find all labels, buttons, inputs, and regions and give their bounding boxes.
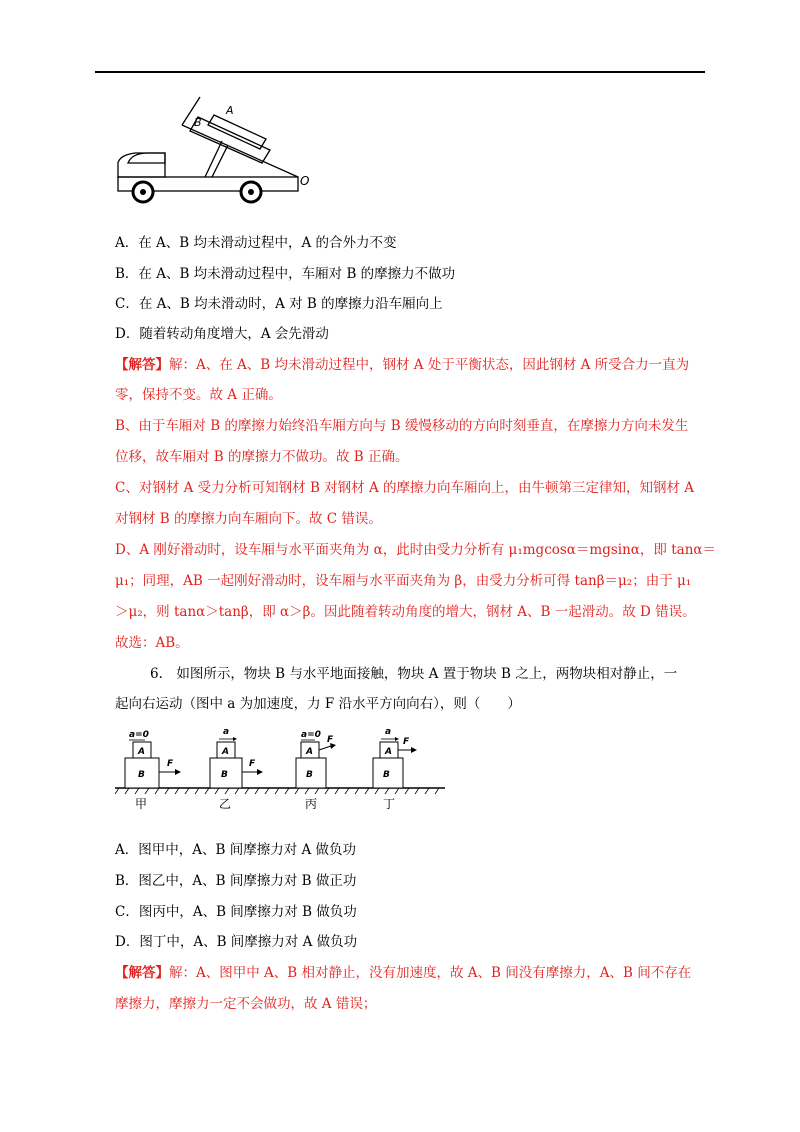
truck-strut (205, 141, 222, 177)
q6-option-d: D．图丁中，A、B 间摩擦力对 A 做负功 (115, 934, 358, 950)
q5-answer-line-1: 【解答】解：A、在 A、B 均未滑动过程中，钢材 A 处于平衡状态，因此钢材 A 所受合力一直为 (115, 357, 690, 373)
svg-text:A: A (385, 747, 392, 757)
truck-figure (110, 95, 320, 210)
q5-answer-line-8: μ₁；同理，AB 一起刚好滑动时，设车厢与水平面夹角为 β，由受力分析可得 tanβ＝μ₂；由于 μ₁ (115, 573, 692, 589)
panel-ding (373, 727, 417, 811)
label-b: B (194, 116, 202, 129)
svg-text:B: B (221, 770, 228, 780)
svg-text:F: F (249, 759, 256, 769)
q5-option-c: C．在 A、B 均未滑动时，A 对 B 的摩擦力沿车厢向上 (115, 296, 443, 312)
svg-text:A: A (306, 747, 313, 757)
label-o: O (300, 174, 310, 188)
q5-answer-line-6: 对钢材 B 的摩擦力向车厢向下。故 C 错误。 (115, 511, 382, 527)
q6-answer-tag: 【解答】 (115, 965, 169, 981)
q6-option-c: C．图丙中，A、B 间摩擦力对 B 做负功 (115, 904, 357, 920)
header-rule (95, 71, 705, 73)
q6-stem-line-1: 6. 如图所示，物块 B 与水平地面接触，物块 A 置于物块 B 之上，两物块相对静止，一 (150, 666, 678, 682)
blocks-figure (115, 722, 445, 820)
q5-option-a: A．在 A、B 均未滑动过程中，A 的合外力不变 (115, 235, 397, 251)
svg-text:丁: 丁 (383, 797, 396, 811)
q6-option-a: A．图甲中，A、B 间摩擦力对 A 做负功 (115, 842, 357, 858)
q6-answer-line-2: 摩擦力，摩擦力一定不会做功，故 A 错误； (115, 996, 377, 1012)
svg-text:a: a (385, 727, 392, 737)
svg-text:A: A (222, 747, 229, 757)
q5-answer-line-10: 故选：AB。 (115, 635, 189, 651)
svg-text:a=0: a=0 (301, 730, 321, 740)
block-b-steel (190, 117, 270, 163)
truck-strut2 (212, 145, 228, 177)
q5-answer-line-7: D、A 刚好滑动时，设车厢与水平面夹角为 α，此时由受力分析有 μ₁mgcosα＝mgsinα，即 tanα＝ (115, 542, 716, 558)
q5-answer-line-2: 零，保持不变。故 A 正确。 (115, 387, 282, 403)
svg-text:F: F (403, 737, 410, 747)
svg-text:F: F (167, 759, 174, 769)
svg-text:a: a (223, 727, 230, 737)
svg-text:B: B (138, 770, 145, 780)
q5-answer-line-4: 位移，故车厢对 B 的摩擦力不做功。故 B 正确。 (115, 449, 409, 465)
q5-answer-line-5: C、对钢材 A 受力分析可知钢材 B 对钢材 A 的摩擦力向车厢向上，由牛顿第三定律知，知钢材 A (115, 480, 695, 496)
q5-option-b: B．在 A、B 均未滑动过程中，车厢对 B 的摩擦力不做功 (115, 266, 456, 282)
truck-chassis (118, 153, 165, 177)
svg-text:a=0: a=0 (129, 730, 149, 740)
truck-bed-line (182, 125, 298, 177)
label-a: A (226, 104, 234, 117)
svg-text:B: B (383, 770, 390, 780)
panel-jia (125, 730, 181, 811)
panel-yi (210, 727, 263, 811)
svg-text:A: A (138, 747, 145, 757)
q5-answer-tag: 【解答】 (115, 357, 169, 373)
svg-text:乙: 乙 (219, 797, 232, 811)
svg-text:F: F (327, 735, 334, 745)
svg-text:丙: 丙 (305, 797, 318, 811)
q6-stem-line-2: 起向右运动（图中 a 为加速度，力 F 沿水平方向向右），则（ ） (115, 696, 521, 712)
panel-bing (296, 730, 336, 811)
q6-option-b: B．图乙中，A、B 间摩擦力对 B 做正功 (115, 873, 357, 889)
q5-option-d: D．随着转动角度增大，A 会先滑动 (115, 326, 329, 342)
svg-text:甲: 甲 (135, 797, 148, 811)
truck-cab (128, 153, 165, 163)
q5-answer-line-9: ＞μ₂，则 tanα＞tanβ，即 α＞β。因此随着转动角度的增大，钢材 A、B 一起滑动。故 D 错误。 (115, 604, 696, 620)
q5-answer-line-3: B、由于车厢对 B 的摩擦力始终沿车厢方向与 B 缓慢移动的方向时刻垂直，在摩擦力方向未发生 (115, 418, 689, 434)
svg-text:B: B (306, 770, 313, 780)
q6-answer-line-1: 【解答】解：A、图甲中 A、B 相对静止，没有加速度，故 A、B 间没有摩擦力，A、B 间不存在 (115, 965, 692, 981)
